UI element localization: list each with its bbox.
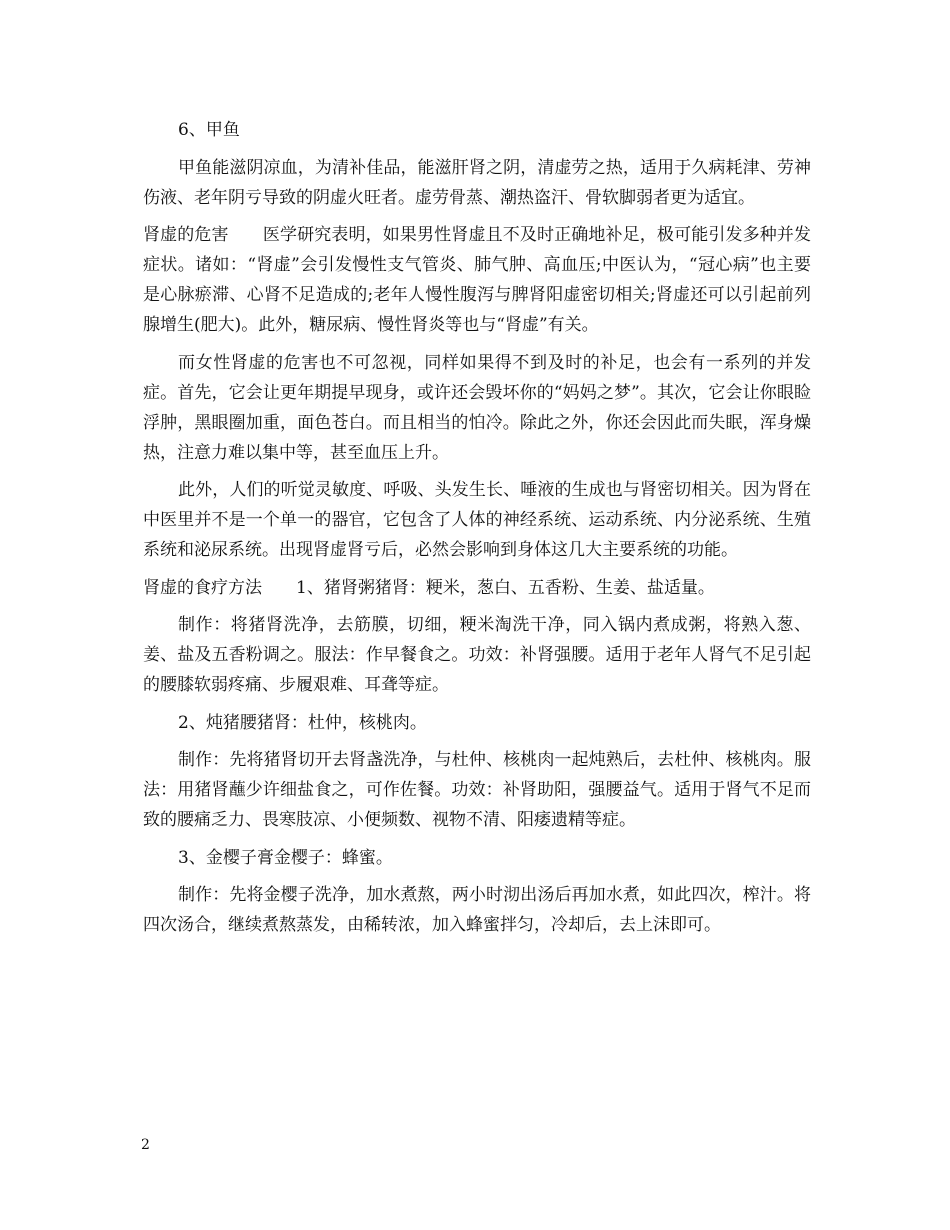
paragraph-recipe-1-method: 制作：将猪肾洗净，去筋膜，切细，粳米淘洗干净，同入锅内煮成粥，将熟入葱、姜、盐及五香粉调之。服法：作早餐食之。功效：补肾强腰。适用于老年人肾气不足引起的腰膝软弱疼痛、步履艰难、耳聋等症。 (143, 615, 811, 695)
paragraph-recipe-2-title: 2、炖猪腰猪肾：杜仲，核桃肉。 (178, 712, 427, 733)
paragraph-kidney-harm-women: 而女性肾虚的危害也不可忽视，同样如果得不到及时的补足，也会有一系列的并发症。首先，它会让更年期提早现身，或许还会毁坏你的“妈妈之梦”。其次，它会让你眼睑浮肿，黑眼圈加重，面色苍白。而且相当的怕冷。除此之外，你还会因此而失眠，浑身燥热，注意力难以集中等，甚至血压上升。 (143, 352, 811, 463)
page-body (143, 115, 811, 948)
paragraph-section-heading-6: 6、甲鱼 (178, 120, 240, 140)
paragraph-recipe-3-method: 制作：先将金樱子洗净，加水煮熬，两小时沏出汤后再加水煮，如此四次，榨汁。将四次汤合，继续煮熬蒸发，由稀转浓，加入蜂蜜拌匀，冷却后，去上沫即可。 (143, 885, 811, 935)
paragraph-recipe-3-title: 3、金樱子膏金樱子：蜂蜜。 (178, 847, 393, 868)
paragraph-kidney-harm-men: 肾虚的危害 医学研究表明，如果男性肾虚且不及时正确地补足，极可能引发多种并发症状。诸如：“肾虚”会引发慢性支气管炎、肺气肿、高血压;中医认为，“冠心病”也主要是心脉瘀滞、心肾不足造成的;老年人慢性腹泻与脾肾阳虚密切相关;肾虚还可以引起前列腺增生(肥大)。此外，糖尿病、慢性肾炎等也与“肾虚”有关。 (143, 225, 812, 335)
paragraph-kidney-systems: 此外，人们的听觉灵敏度、呼吸、头发生长、唾液的生成也与肾密切相关。因为肾在中医里并不是一个单一的器官，它包含了人体的神经系统、运动系统、内分泌系统、生殖系统和泌尿系统。出现肾虚肾亏后，必然会影响到身体这几大主要系统的功能。 (143, 480, 811, 560)
inline-heading-diet-therapy: 肾虚的食疗方法 (143, 577, 262, 598)
paragraph-diet-therapy: 肾虚的食疗方法 1、猪肾粥猪肾：粳米，葱白、五香粉、生姜、盐适量。 (143, 577, 715, 598)
inline-heading-kidney-harm: 肾虚的危害 (143, 225, 229, 245)
paragraph-recipe-2-method: 制作：先将猪肾切开去肾盏洗净，与杜仲、核桃肉一起炖熟后，去杜仲、核桃肉。服法：用猪肾蘸少许细盐食之，可作佐餐。功效：补肾助阳，强腰益气。适用于肾气不足而致的腰痛乏力、畏寒肢凉、小便频数、视物不清、阳痿遗精等症。 (143, 750, 811, 830)
page-number: 2 (141, 1137, 150, 1153)
paragraph-turtle-description: 甲鱼能滋阴凉血，为清补佳品，能滋肝肾之阴，清虚劳之热，适用于久病耗津、劳神伤液、老年阴亏导致的阴虚火旺者。虚劳骨蒸、潮热盗汗、骨软脚弱者更为适宜。 (143, 157, 811, 208)
